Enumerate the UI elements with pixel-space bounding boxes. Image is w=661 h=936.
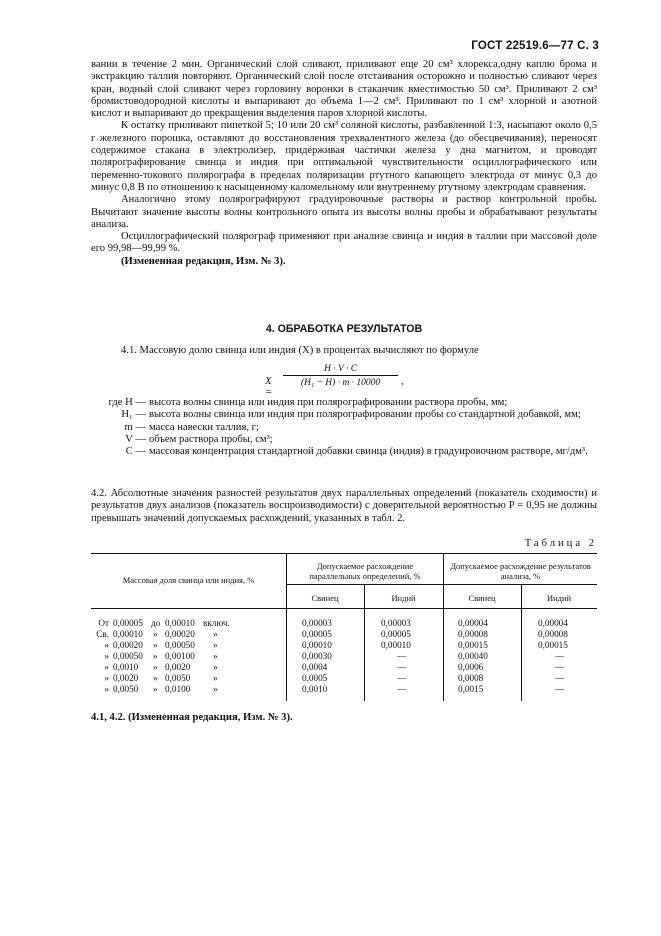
row-range-sep: » bbox=[153, 640, 158, 650]
definition-row bbox=[91, 397, 597, 409]
table-row bbox=[91, 651, 597, 662]
header-lead-1: Свинец bbox=[311, 593, 339, 603]
formula-fraction bbox=[283, 364, 398, 388]
definition-symbol: m — bbox=[124, 421, 146, 433]
cell-lead-parallel: 0,00010 bbox=[302, 640, 332, 650]
row-range-suffix: » bbox=[213, 640, 218, 650]
cell-lead-parallel: 0,00003 bbox=[302, 618, 332, 628]
clause-4-2: 4.2. Абсолютные значения разностей результатов двух параллельных определений (показатель сходимости) и результатов двух анализов (показатель воспроизводимости) с доверительной вероятностью P = 0,95 не должны превышать значений допускаемых расхождений, указанных в табл. 2. bbox=[91, 488, 597, 524]
row-range-sep: » bbox=[153, 629, 158, 639]
cell-indium-analysis: — bbox=[555, 684, 565, 694]
header-indium-2: Индий bbox=[546, 593, 572, 603]
cell-lead-parallel: 0,0005 bbox=[302, 673, 328, 683]
formula-numerator: H · V · C bbox=[283, 364, 398, 376]
cell-indium-parallel: 0,00003 bbox=[381, 618, 411, 628]
definition-symbol: где H — bbox=[108, 397, 146, 408]
cell-indium-analysis: 0,00004 bbox=[538, 618, 568, 628]
row-range-suffix: » bbox=[213, 629, 218, 639]
row-range-suffix: включ. bbox=[203, 618, 230, 628]
row-range-sep: до bbox=[151, 618, 161, 628]
table-subheader-rule bbox=[286, 584, 597, 585]
row-prefix: » bbox=[104, 662, 109, 672]
header-mass-fraction: Массовая доля свинца или индия, % bbox=[122, 575, 255, 585]
cell-indium-parallel: 0,00005 bbox=[381, 629, 411, 639]
paragraph-amendment: (Измененная редакция, Изм. № 3). bbox=[121, 255, 286, 267]
cell-indium-parallel: — bbox=[397, 662, 407, 672]
definition-row bbox=[91, 422, 597, 434]
cell-indium-analysis: — bbox=[555, 651, 565, 661]
cell-lead-parallel: 0,00030 bbox=[302, 651, 332, 661]
row-range-to: 0,0050 bbox=[165, 673, 191, 683]
row-range-from: 0,0050 bbox=[113, 684, 139, 694]
paragraph-residue: К остатку приливают пипеткой 5; 10 или 20 см³ соляной кислоты, разбавленной 1:3, насыпают около 0,5 г железного порошка, оставляют до восстановления трехвалентного железа (до обесцвечивания), переносят содержимое стакана в электролизер, придерживая частички железа у дна магнитом, и проводят полярографирование свинца и индия при оптимальной чувствительности осциллографического или переменно-токового полярографа в пределах поляризации ртутного капающего электрода от минус 0,3 до минус 0,8 В по отношению к насыщенному каломельному или внутреннему ртутному электродам сравнения. bbox=[91, 120, 597, 193]
formula-denominator: (H₁ − H) · m · 10000 bbox=[300, 378, 381, 388]
definition-text: массовая концентрация стандартной добавки свинца (индия) в градуировочном растворе, мг/дм³. bbox=[149, 446, 588, 458]
row-range-to: 0,0020 bbox=[165, 662, 191, 672]
row-prefix: » bbox=[104, 640, 109, 650]
row-range-suffix: » bbox=[213, 684, 218, 694]
row-range-from: 0,00005 bbox=[113, 618, 143, 628]
row-range-from: 0,0020 bbox=[113, 673, 139, 683]
cell-indium-analysis: 0,00008 bbox=[538, 629, 568, 639]
formula-comma: , bbox=[401, 376, 404, 387]
row-prefix: » bbox=[104, 684, 109, 694]
paragraph-continuation: вании в течение 2 мин. Органический слой сливают, приливают еще 20 см³ хлорекса,одну каплю брома и экстракцию таллия повторяют. Органический слой после отстаивания осторожно и полностью сливают через кран, водный слой сливают через горловину воронки в стаканчик вместимостью 50 см³. Приливают 2 см³ бромистоводородной кислоты и выпаривают до объема 1—2 см³. Приливают по 1 см³ хлорной и азотной кислот и выпаривают до прекращения выделения паров хлорной кислоты. bbox=[91, 59, 597, 120]
table-row bbox=[91, 629, 597, 640]
row-range-to: 0,00050 bbox=[165, 640, 195, 650]
row-range-to: 0,00010 bbox=[165, 618, 195, 628]
cell-indium-analysis: 0,00015 bbox=[538, 640, 568, 650]
header-indium-1: Индий bbox=[391, 593, 416, 603]
cell-lead-analysis: 0,0008 bbox=[458, 673, 484, 683]
table-row bbox=[91, 684, 597, 695]
body-text bbox=[91, 59, 597, 268]
cell-lead-analysis: 0,0015 bbox=[458, 684, 484, 694]
definition-text: объем раствора пробы, см³; bbox=[149, 433, 273, 445]
table-top-rule bbox=[91, 553, 597, 554]
row-prefix: Св. bbox=[96, 629, 109, 639]
row-range-suffix: » bbox=[213, 673, 218, 683]
definition-symbol: C — bbox=[125, 446, 146, 458]
cell-lead-analysis: 0,00015 bbox=[458, 640, 488, 650]
definition-text: масса навески таллия, г; bbox=[149, 421, 259, 433]
row-range-sep: » bbox=[153, 673, 158, 683]
table-row bbox=[91, 662, 597, 673]
row-range-suffix: » bbox=[213, 651, 218, 661]
cell-indium-parallel: — bbox=[397, 684, 407, 694]
row-range-sep: » bbox=[153, 662, 158, 672]
row-range-from: 0,00050 bbox=[113, 651, 143, 661]
cell-lead-analysis: 0,0006 bbox=[458, 662, 484, 672]
section-title: 4. ОБРАБОТКА РЕЗУЛЬТАТОВ bbox=[265, 323, 423, 335]
row-prefix: » bbox=[104, 651, 109, 661]
cell-lead-parallel: 0,0004 bbox=[302, 662, 328, 672]
cell-indium-parallel: — bbox=[397, 673, 407, 683]
table-row bbox=[91, 640, 597, 651]
cell-lead-parallel: 0,00005 bbox=[302, 629, 332, 639]
variable-definitions bbox=[91, 397, 597, 458]
definition-row bbox=[91, 434, 597, 446]
cell-lead-analysis: 0,00040 bbox=[458, 651, 488, 661]
definition-row bbox=[91, 446, 597, 458]
cell-indium-parallel: — bbox=[397, 651, 407, 661]
row-range-from: 0,00010 bbox=[113, 629, 143, 639]
definition-symbol: V — bbox=[125, 433, 146, 445]
page-header: ГОСТ 22519.6—77 С. 3 bbox=[471, 40, 599, 52]
cell-lead-parallel: 0,0010 bbox=[302, 684, 328, 694]
definition-text: высота волны свинца или индия при полярографировании раствора пробы, мм; bbox=[149, 397, 508, 408]
row-range-sep: » bbox=[153, 684, 158, 694]
paragraph-calibration: Аналогично этому полярографируют градуировочные растворы и раствор контрольной пробы. Вычитают значение высоты волны контрольного опыта из высоты волны пробы и обрабатывают результаты анализа. bbox=[91, 194, 597, 230]
row-range-sep: » bbox=[153, 651, 158, 661]
definition-text: высота волны свинца или индия при полярографировании пробы со стандартной добавкой, мм; bbox=[149, 409, 581, 421]
header-parallel-tolerance: Допускаемое расхождение параллельных определений, % bbox=[309, 561, 421, 581]
definition-symbol: H₁ — bbox=[121, 409, 146, 421]
header-analysis-tolerance: Допускаемое расхождение результатов анализа, % bbox=[450, 561, 591, 581]
table-row bbox=[91, 618, 597, 629]
row-range-to: 0,00020 bbox=[165, 629, 195, 639]
header-lead-2: Свинец bbox=[468, 593, 496, 603]
cell-lead-analysis: 0,00004 bbox=[458, 618, 488, 628]
row-range-to: 0,00100 bbox=[165, 651, 195, 661]
footer-amendment: 4.1, 4.2. (Измененная редакция, Изм. № 3). bbox=[91, 712, 293, 723]
row-prefix: » bbox=[104, 673, 109, 683]
definition-row bbox=[91, 409, 597, 421]
row-range-suffix: » bbox=[213, 662, 218, 672]
row-range-from: 0,0010 bbox=[113, 662, 139, 672]
row-range-from: 0,00020 bbox=[113, 640, 143, 650]
formula-lhs: X = bbox=[265, 376, 273, 398]
cell-indium-analysis: — bbox=[555, 662, 565, 672]
table-label: Таблица 2 bbox=[524, 538, 597, 549]
cell-indium-analysis: — bbox=[555, 673, 565, 683]
table-row bbox=[91, 673, 597, 684]
paragraph-oscillograph: Осциллографический полярограф применяют при анализе свинца и индия в таллии при массовой доле его 99,98—99,99 %. bbox=[91, 231, 597, 255]
clause-4-1: 4.1. Массовую долю свинца или индия (X) в процентах вычисляют по формуле bbox=[121, 345, 479, 356]
cell-indium-parallel: 0,00010 bbox=[381, 640, 411, 650]
row-range-to: 0,0100 bbox=[165, 684, 191, 694]
cell-lead-analysis: 0,00008 bbox=[458, 629, 488, 639]
row-prefix: От bbox=[98, 618, 109, 628]
